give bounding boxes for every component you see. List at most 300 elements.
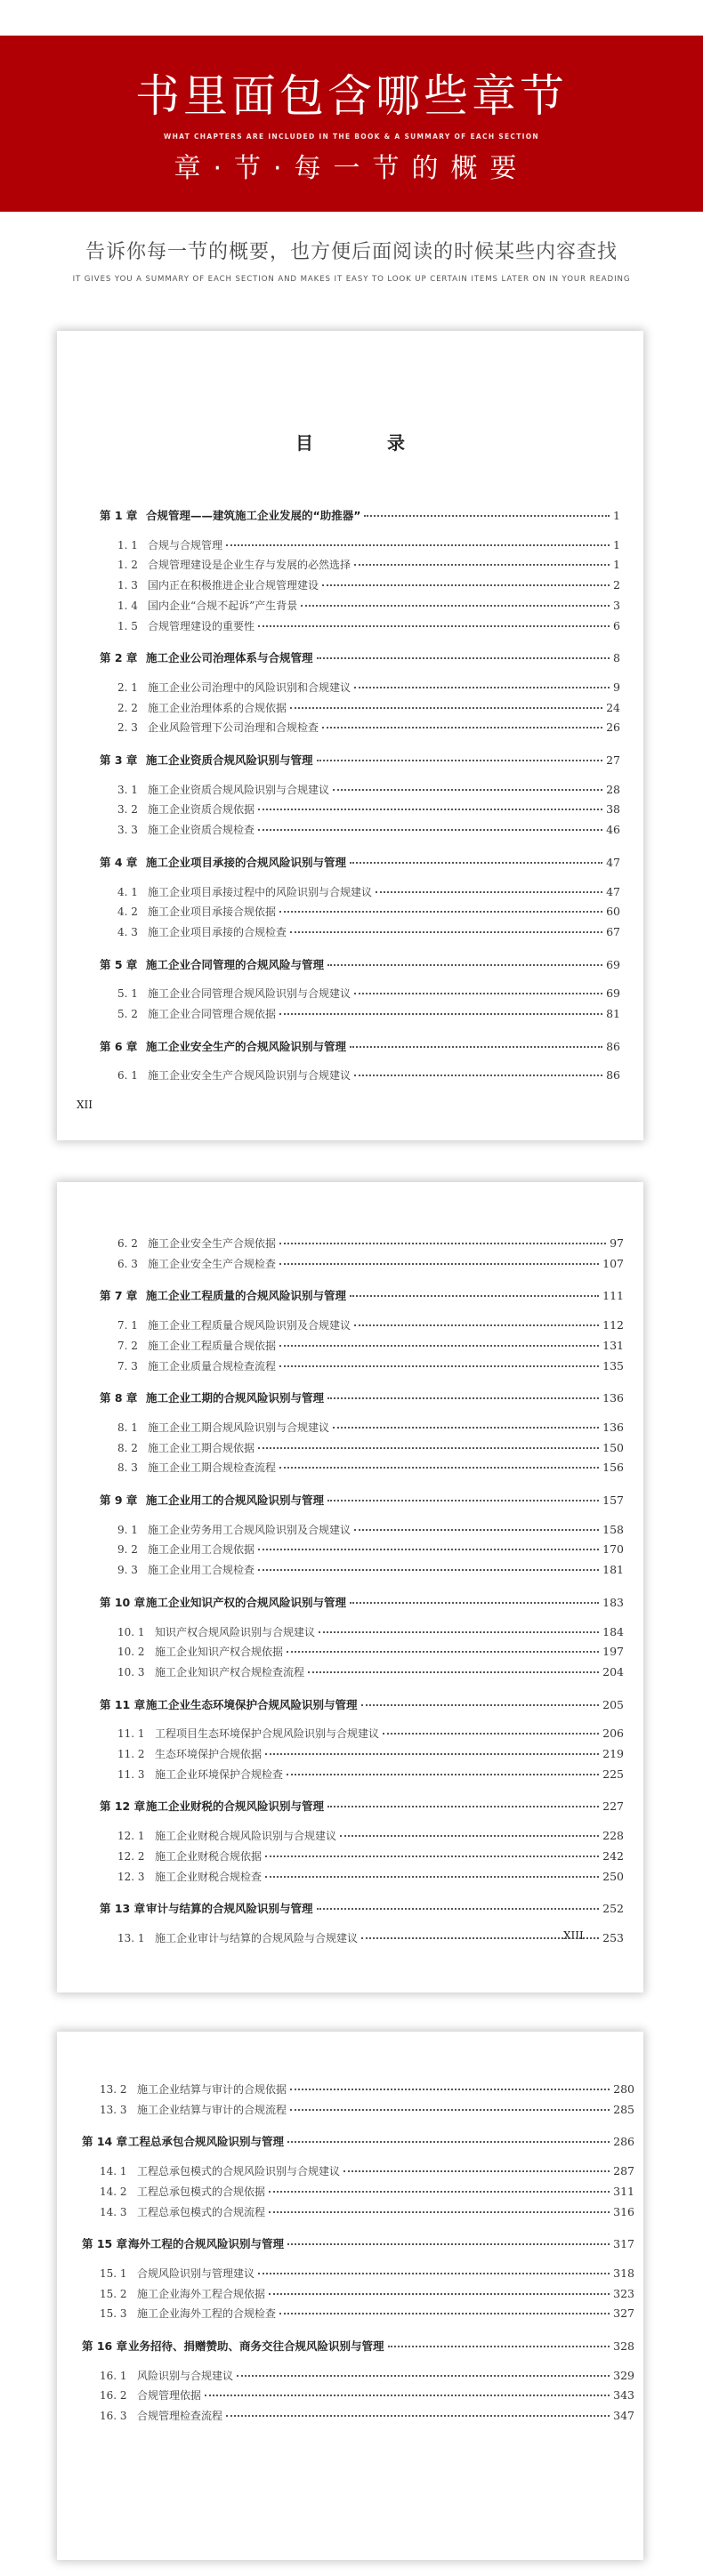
toc-section-row[interactable] (100, 2368, 634, 2383)
toc-page-2 (57, 1182, 643, 1992)
toc-section-row[interactable] (117, 1522, 624, 1537)
intro-text-en: IT GIVES YOU A SUMMARY OF EACH SECTION AND MAKES IT EASY TO LOOK UP CERTAIN ITEMS LATER ON IN YOUR READING (72, 275, 631, 284)
dot-leader (269, 2211, 610, 2213)
toc-entry-number: 第 12 章 (100, 1799, 146, 1814)
dot-leader (258, 2273, 610, 2274)
toc-section-row[interactable] (117, 1644, 624, 1659)
toc-title: 目 录 (295, 432, 439, 454)
dot-leader (333, 1427, 599, 1429)
toc-entry-page-number: 219 (602, 1747, 624, 1760)
toc-chapter-row[interactable] (100, 1287, 624, 1303)
toc-section-row[interactable] (100, 2306, 634, 2321)
toc-entry-number: 第 1 章 (100, 509, 138, 522)
toc-section-row[interactable] (117, 1869, 624, 1884)
toc-entry-number: 第 6 章 (100, 1039, 138, 1053)
toc-entry-title: 施工企业合同管理的合规风险与管理 (146, 957, 325, 971)
toc-entry-title: 施工企业财税合规依据 (155, 1849, 263, 1863)
toc-chapter-row[interactable] (100, 1696, 624, 1712)
toc-entry-title: 施工企业环境保护合规检查 (155, 1767, 284, 1781)
toc-entry-page-number: 242 (602, 1848, 624, 1863)
toc-section-row[interactable] (117, 680, 620, 695)
dot-leader (350, 1295, 599, 1297)
toc-entry-page-number: 47 (606, 855, 620, 869)
toc-entry-title: 施工企业财税的合规风险识别与管理 (146, 1799, 325, 1814)
dot-leader (354, 993, 602, 994)
toc-section-row[interactable] (117, 618, 620, 633)
dot-leader (265, 1753, 599, 1755)
dot-leader (327, 1397, 599, 1399)
toc-section-row[interactable] (100, 2102, 634, 2117)
toc-entry-title: 施工企业工期的合规风险识别与管理 (146, 1391, 325, 1405)
toc-entry-number: 第 3 章 (100, 753, 138, 767)
toc-entry-title: 施工企业治理体系的合规依据 (148, 701, 287, 714)
dot-leader (205, 2395, 610, 2396)
dot-leader (376, 891, 602, 893)
toc-entry-number: 14. 2 (100, 2185, 127, 2198)
dot-leader (258, 625, 610, 627)
toc-section-row[interactable] (117, 1848, 624, 1864)
toc-entry-number: 1. 5 (117, 619, 138, 632)
toc-entry-number: 6. 3 (117, 1257, 138, 1270)
dot-leader (237, 2375, 610, 2377)
toc-entry-page-number: 280 (613, 2082, 634, 2096)
toc-entry-number: 第 9 章 (100, 1493, 138, 1507)
dot-leader (290, 2109, 610, 2111)
toc-entry-title: 审计与结算的合规风险识别与管理 (146, 1902, 313, 1916)
toc-entry-title: 合规管理建设是企业生存与发展的必然选择 (148, 559, 352, 572)
toc-entry-title: 施工企业知识产权合规依据 (155, 1646, 284, 1659)
toc-entry-title: 施工企业结算与审计的合规流程 (137, 2103, 287, 2116)
toc-entry-title: 施工企业工期合规风险识别与合规建议 (148, 1421, 330, 1434)
dot-leader (322, 584, 610, 586)
toc-entry-number: 2. 1 (117, 680, 138, 694)
dot-leader (279, 911, 602, 913)
toc-entry-title: 工程项目生态环境保护合规风险识别与合规建议 (155, 1727, 380, 1741)
toc-entry-page-number: 6 (613, 618, 620, 632)
toc-section-row[interactable] (117, 1746, 624, 1761)
toc-entry-page-number: 184 (602, 1624, 624, 1638)
toc-entry-number: 第 16 章 (82, 2339, 128, 2353)
toc-section-row[interactable] (117, 782, 620, 797)
toc-section-row[interactable] (117, 1317, 624, 1332)
toc-section-row[interactable] (117, 1664, 624, 1679)
dot-leader (343, 2170, 610, 2172)
page-folio: XIII (563, 1929, 584, 1942)
toc-chapter-row[interactable] (100, 1900, 624, 1916)
toc-entry-number: 3. 2 (117, 803, 138, 817)
toc-entry-page-number: 343 (613, 2388, 634, 2403)
toc-entry-number: 11. 1 (117, 1727, 145, 1741)
toc-entry-number: 3. 1 (117, 783, 138, 796)
toc-section-row[interactable] (117, 557, 620, 572)
toc-section-row[interactable] (117, 1562, 624, 1577)
dot-leader (388, 2346, 610, 2347)
toc-entry-title: 施工企业工程质量的合规风险识别与管理 (146, 1289, 347, 1303)
toc-section-row[interactable] (100, 2286, 634, 2301)
toc-entry-number: 2. 3 (117, 721, 138, 735)
toc-section-row[interactable] (117, 1067, 620, 1083)
toc-entry-number: 15. 2 (100, 2287, 127, 2300)
toc-entry-page-number: 136 (602, 1391, 624, 1405)
toc-entry-page-number: 97 (610, 1236, 624, 1250)
toc-entry-title: 施工企业工期合规依据 (148, 1441, 255, 1454)
toc-section-row[interactable] (100, 2081, 634, 2097)
toc-entry-number: 5. 2 (117, 1008, 138, 1020)
toc-entry-page-number: 86 (606, 1068, 620, 1083)
toc-section-row[interactable] (117, 1460, 624, 1475)
dot-leader (354, 687, 610, 688)
dot-leader (265, 1876, 599, 1878)
dot-leader (258, 1569, 599, 1571)
toc-chapter-row[interactable] (100, 1389, 624, 1405)
toc-section-row[interactable] (117, 986, 620, 1001)
dot-leader (279, 1467, 599, 1469)
dot-leader (317, 1908, 600, 1910)
toc-section-row[interactable] (117, 1440, 624, 1455)
toc-entry-number: 1. 2 (117, 559, 138, 572)
intro-text-cn: 告诉你每一节的概要，也方便后面阅读的时候某些内容查找 (85, 241, 618, 263)
dot-leader (350, 1046, 602, 1048)
toc-chapter-row[interactable] (100, 1594, 624, 1610)
toc-entry-title: 施工企业资质合规依据 (148, 803, 255, 817)
toc-chapter-row[interactable] (100, 752, 620, 768)
toc-entry-page-number: 327 (613, 2306, 634, 2321)
toc-entry-number: 第 7 章 (100, 1289, 138, 1303)
toc-entry-page-number: 328 (613, 2339, 634, 2353)
toc-entry-number: 1. 1 (117, 538, 138, 551)
toc-entry-page-number: 136 (602, 1420, 624, 1434)
toc-entry-number: 14. 3 (100, 2205, 127, 2218)
toc-entry-page-number: 323 (613, 2286, 634, 2300)
toc-entry-page-number: 156 (602, 1461, 624, 1475)
dot-leader (269, 2191, 610, 2193)
toc-entry-page-number: 317 (613, 2237, 634, 2251)
toc-section-row[interactable] (117, 700, 620, 715)
toc-entry-page-number: 2 (613, 578, 620, 592)
dot-leader (279, 1365, 599, 1367)
toc-entry-page-number: 253 (602, 1930, 624, 1944)
toc-entry-page-number: 318 (613, 2266, 634, 2280)
toc-entry-number: 6. 1 (117, 1069, 138, 1083)
toc-entry-number: 第 15 章 (82, 2237, 128, 2251)
toc-entry-title: 施工企业安全生产合规风险识别与合规建议 (148, 1069, 352, 1083)
toc-entry-title: 施工企业用工合规检查 (148, 1564, 255, 1577)
toc-entry-title: 施工企业资质合规检查 (148, 824, 255, 837)
toc-entry-title: 海外工程的合规风险识别与管理 (128, 2237, 285, 2251)
toc-entry-page-number: 107 (602, 1256, 624, 1270)
toc-entry-title: 工程总承包模式的合规依据 (137, 2185, 266, 2198)
toc-section-row[interactable] (117, 1930, 624, 1945)
toc-chapter-row[interactable] (100, 507, 620, 523)
toc-entry-number: 4. 1 (117, 885, 138, 898)
toc-entry-title: 施工企业合同管理合规风险识别与合规建议 (148, 987, 352, 1001)
toc-entry-number: 16. 1 (100, 2369, 127, 2382)
toc-entry-title: 施工企业知识产权合规检查流程 (155, 1665, 305, 1678)
toc-entry-page-number: 170 (602, 1542, 624, 1557)
toc-entry-title: 施工企业安全生产合规检查 (148, 1257, 277, 1270)
toc-entry-number: 9. 2 (117, 1543, 138, 1557)
toc-section-row[interactable] (117, 720, 620, 735)
toc-entry-page-number: 150 (602, 1440, 624, 1454)
toc-entry-title: 施工企业结算与审计的合规依据 (137, 2083, 287, 2096)
toc-entry-page-number: 81 (606, 1007, 620, 1020)
toc-entry-title: 施工企业财税合规检查 (155, 1870, 263, 1883)
toc-entry-title: 施工企业合同管理合规依据 (148, 1008, 277, 1020)
toc-chapter-row[interactable] (82, 2235, 634, 2251)
toc-entry-number: 8. 1 (117, 1421, 138, 1434)
toc-entry-number: 第 11 章 (100, 1697, 146, 1711)
toc-entry-title: 施工企业安全生产合规依据 (148, 1237, 277, 1250)
toc-entry-number: 10. 3 (117, 1665, 145, 1678)
dot-leader (258, 829, 602, 831)
dot-leader (226, 544, 610, 546)
toc-entry-page-number: 157 (602, 1493, 624, 1507)
toc-chapter-row[interactable] (82, 2133, 634, 2149)
toc-entry-title: 施工企业财税合规风险识别与合规建议 (155, 1830, 337, 1843)
toc-entry-page-number: 311 (613, 2184, 634, 2198)
toc-chapter-row[interactable] (100, 854, 620, 870)
toc-entry-number: 第 10 章 (100, 1595, 146, 1609)
toc-entry-page-number: 181 (602, 1563, 624, 1577)
toc-entry-title: 合规管理检查流程 (137, 2410, 223, 2423)
dot-leader (327, 1806, 599, 1807)
toc-chapter-row[interactable] (100, 649, 620, 665)
dot-leader (361, 1704, 600, 1706)
dot-leader (308, 1671, 599, 1673)
dot-leader (350, 862, 602, 864)
dot-leader (290, 931, 602, 933)
toc-entry-title: 施工企业资质合规风险识别与管理 (146, 753, 313, 767)
toc-section-row[interactable] (100, 2408, 634, 2423)
toc-entry-number: 13. 2 (100, 2083, 127, 2096)
dot-leader (364, 515, 610, 517)
toc-page-1 (57, 331, 643, 1140)
toc-entry-number: 4. 2 (117, 906, 138, 919)
toc-entry-page-number: 47 (606, 884, 620, 898)
toc-entry-page-number: 28 (606, 782, 620, 796)
toc-chapter-row[interactable] (100, 956, 620, 972)
toc-entry-title: 施工企业海外工程的合规检查 (137, 2307, 277, 2321)
toc-entry-number: 3. 3 (117, 824, 138, 837)
toc-entry-page-number: 287 (613, 2164, 634, 2178)
dot-leader (354, 564, 610, 566)
toc-chapter-row[interactable] (100, 1798, 624, 1814)
toc-entry-page-number: 197 (602, 1645, 624, 1659)
toc-section-row[interactable] (117, 1542, 624, 1557)
toc-section-row[interactable] (100, 2184, 634, 2199)
toc-entry-number: 15. 1 (100, 2266, 127, 2280)
toc-entry-page-number: 60 (606, 905, 620, 919)
toc-entry-number: 5. 1 (117, 987, 138, 1001)
toc-entry-number: 第 2 章 (100, 651, 138, 665)
dot-leader (258, 1447, 599, 1449)
toc-entry-number: 9. 1 (117, 1523, 138, 1536)
toc-entry-title: 施工企业公司治理体系与合规管理 (146, 651, 313, 665)
toc-entry-number: 13. 3 (100, 2103, 127, 2116)
toc-entry-number: 14. 1 (100, 2165, 127, 2178)
toc-entry-number: 第 4 章 (100, 855, 138, 869)
dot-leader (279, 1345, 599, 1347)
toc-section-row[interactable] (117, 1624, 624, 1639)
banner-subtitle-en: WHAT CHAPTERS ARE INCLUDED IN THE BOOK & A SUMMARY OF EACH SECTION (164, 133, 539, 141)
toc-entry-title: 企业风险管理下公司治理和合规检查 (148, 721, 319, 735)
toc-section-row[interactable] (117, 537, 620, 552)
toc-entry-title: 工程总承包合规风险识别与管理 (128, 2135, 285, 2149)
toc-entry-title: 合规管理依据 (137, 2389, 202, 2403)
toc-entry-page-number: 8 (613, 651, 620, 665)
dot-leader (317, 657, 610, 659)
toc-section-row[interactable] (100, 2387, 634, 2403)
toc-section-row[interactable] (117, 1767, 624, 1782)
header-banner (0, 36, 703, 212)
dot-leader (319, 1631, 599, 1633)
toc-section-row[interactable] (100, 2204, 634, 2219)
toc-entry-page-number: 316 (613, 2204, 634, 2218)
dot-leader (354, 1324, 599, 1326)
dot-leader (279, 1243, 606, 1244)
toc-section-row[interactable] (117, 577, 620, 592)
toc-entry-number: 第 5 章 (100, 957, 138, 971)
toc-entry-number: 16. 2 (100, 2389, 127, 2403)
dot-leader (287, 1774, 599, 1775)
toc-section-row[interactable] (117, 801, 620, 817)
dot-leader (279, 1013, 602, 1015)
dot-leader (340, 1835, 599, 1837)
dot-leader (226, 2415, 610, 2417)
toc-entry-page-number: 347 (613, 2409, 634, 2423)
toc-entry-number: 7. 1 (117, 1319, 138, 1332)
toc-section-row[interactable] (117, 884, 620, 899)
toc-entry-title: 施工企业工期合规检查流程 (148, 1461, 277, 1475)
toc-section-row[interactable] (117, 822, 620, 837)
toc-section-row[interactable] (117, 598, 620, 613)
toc-section-row[interactable] (100, 2266, 634, 2281)
dot-leader (322, 727, 602, 729)
toc-entry-title: 施工企业资质合规风险识别与合规建议 (148, 783, 330, 796)
toc-entry-page-number: 205 (602, 1697, 624, 1711)
toc-entry-title: 施工企业劳务用工合规风险识别及合规建议 (148, 1523, 352, 1536)
toc-entry-page-number: 158 (602, 1522, 624, 1536)
toc-entry-page-number: 3 (613, 598, 620, 612)
toc-entry-title: 施工企业安全生产的合规风险识别与管理 (146, 1039, 347, 1053)
toc-entry-page-number: 227 (602, 1799, 624, 1814)
toc-entry-title: 施工企业工程质量合规依据 (148, 1339, 277, 1352)
toc-entry-page-number: 228 (602, 1829, 624, 1843)
toc-entry-title: 施工企业项目承接的合规检查 (148, 925, 287, 938)
toc-entry-title: 风险识别与合规建议 (137, 2369, 234, 2382)
dot-leader (383, 1733, 599, 1735)
toc-entry-page-number: 46 (606, 823, 620, 837)
toc-entry-page-number: 24 (606, 700, 620, 714)
toc-entry-number: 12. 2 (117, 1849, 145, 1863)
toc-entry-title: 工程总承包模式的合规风险识别与合规建议 (137, 2165, 341, 2178)
toc-section-row[interactable] (117, 1420, 624, 1435)
toc-chapter-row[interactable] (100, 1492, 624, 1508)
toc-entry-page-number: 131 (602, 1338, 624, 1352)
banner-title: 书里面包含哪些章节 (135, 70, 568, 122)
toc-entry-page-number: 69 (606, 957, 620, 971)
toc-section-row[interactable] (117, 1338, 624, 1353)
toc-entry-number: 13. 1 (117, 1931, 145, 1944)
toc-entry-page-number: 252 (602, 1902, 624, 1916)
dot-leader (265, 1856, 599, 1857)
dot-leader (354, 1075, 602, 1076)
toc-section-row[interactable] (117, 1256, 624, 1271)
dot-leader (327, 1500, 599, 1501)
toc-entry-title: 国内正在积极推进企业合规管理建设 (148, 579, 319, 592)
toc-chapter-row[interactable] (82, 2338, 634, 2354)
toc-entry-title: 国内企业“合规不起诉”产生背景 (148, 599, 298, 612)
toc-section-row[interactable] (117, 904, 620, 919)
toc-entry-title: 施工企业审计与结算的合规风险与合规建议 (155, 1931, 359, 1944)
toc-entry-number: 第 13 章 (100, 1902, 146, 1916)
toc-entry-number: 11. 3 (117, 1767, 145, 1781)
toc-section-row[interactable] (117, 1236, 624, 1251)
toc-entry-page-number: 38 (606, 802, 620, 817)
toc-entry-title: 合规与合规管理 (148, 538, 223, 551)
dot-leader (317, 760, 603, 761)
toc-page-3 (57, 2032, 643, 2560)
dot-leader (350, 1602, 599, 1604)
toc-entry-page-number: 204 (602, 1664, 624, 1678)
dot-leader (287, 2141, 610, 2143)
toc-entry-page-number: 67 (606, 924, 620, 938)
dot-leader (354, 1529, 599, 1531)
toc-entry-page-number: 250 (602, 1869, 624, 1883)
dot-leader (361, 1937, 599, 1939)
dot-leader (279, 2313, 610, 2314)
toc-entry-page-number: 1 (613, 558, 620, 572)
toc-entry-page-number: 26 (606, 720, 620, 735)
dot-leader (327, 964, 602, 966)
toc-entry-number: 9. 3 (117, 1564, 138, 1577)
toc-entry-number: 12. 3 (117, 1870, 145, 1883)
toc-entry-number: 10. 2 (117, 1646, 145, 1659)
dot-leader (287, 1651, 599, 1653)
toc-entry-title: 施工企业工程质量合规风险识别及合规建议 (148, 1319, 352, 1332)
toc-section-row[interactable] (117, 1006, 620, 1021)
toc-entry-title: 施工企业公司治理中的风险识别和合规建议 (148, 680, 352, 694)
toc-entry-page-number: 27 (606, 753, 620, 767)
dot-leader (258, 809, 602, 810)
toc-entry-page-number: 286 (613, 2135, 634, 2149)
toc-entry-number: 2. 2 (117, 701, 138, 714)
toc-section-row[interactable] (117, 1828, 624, 1843)
toc-section-row[interactable] (100, 2163, 634, 2178)
toc-section-row[interactable] (117, 924, 620, 939)
toc-entry-page-number: 183 (602, 1595, 624, 1609)
toc-section-row[interactable] (117, 1358, 624, 1373)
toc-entry-number: 8. 3 (117, 1461, 138, 1475)
toc-section-row[interactable] (117, 1726, 624, 1741)
dot-leader (269, 2293, 610, 2295)
toc-entry-title: 知识产权合规风险识别与合规建议 (155, 1625, 316, 1638)
dot-leader (279, 1263, 599, 1265)
toc-entry-title: 生态环境保护合规依据 (155, 1748, 263, 1760)
dot-leader (301, 605, 610, 607)
toc-entry-page-number: 9 (613, 680, 620, 694)
toc-entry-title: 施工企业项目承接过程中的风险识别与合规建议 (148, 885, 373, 898)
toc-entry-page-number: 1 (613, 537, 620, 551)
toc-entry-number: 第 14 章 (82, 2135, 128, 2149)
page-folio: XII (77, 1099, 93, 1111)
toc-entry-page-number: 111 (602, 1289, 624, 1303)
toc-entry-title: 施工企业知识产权的合规风险识别与管理 (146, 1595, 347, 1609)
dot-leader (290, 707, 602, 709)
toc-chapter-row[interactable] (100, 1038, 620, 1054)
toc-entry-page-number: 135 (602, 1358, 624, 1373)
toc-entry-number: 7. 3 (117, 1359, 138, 1373)
